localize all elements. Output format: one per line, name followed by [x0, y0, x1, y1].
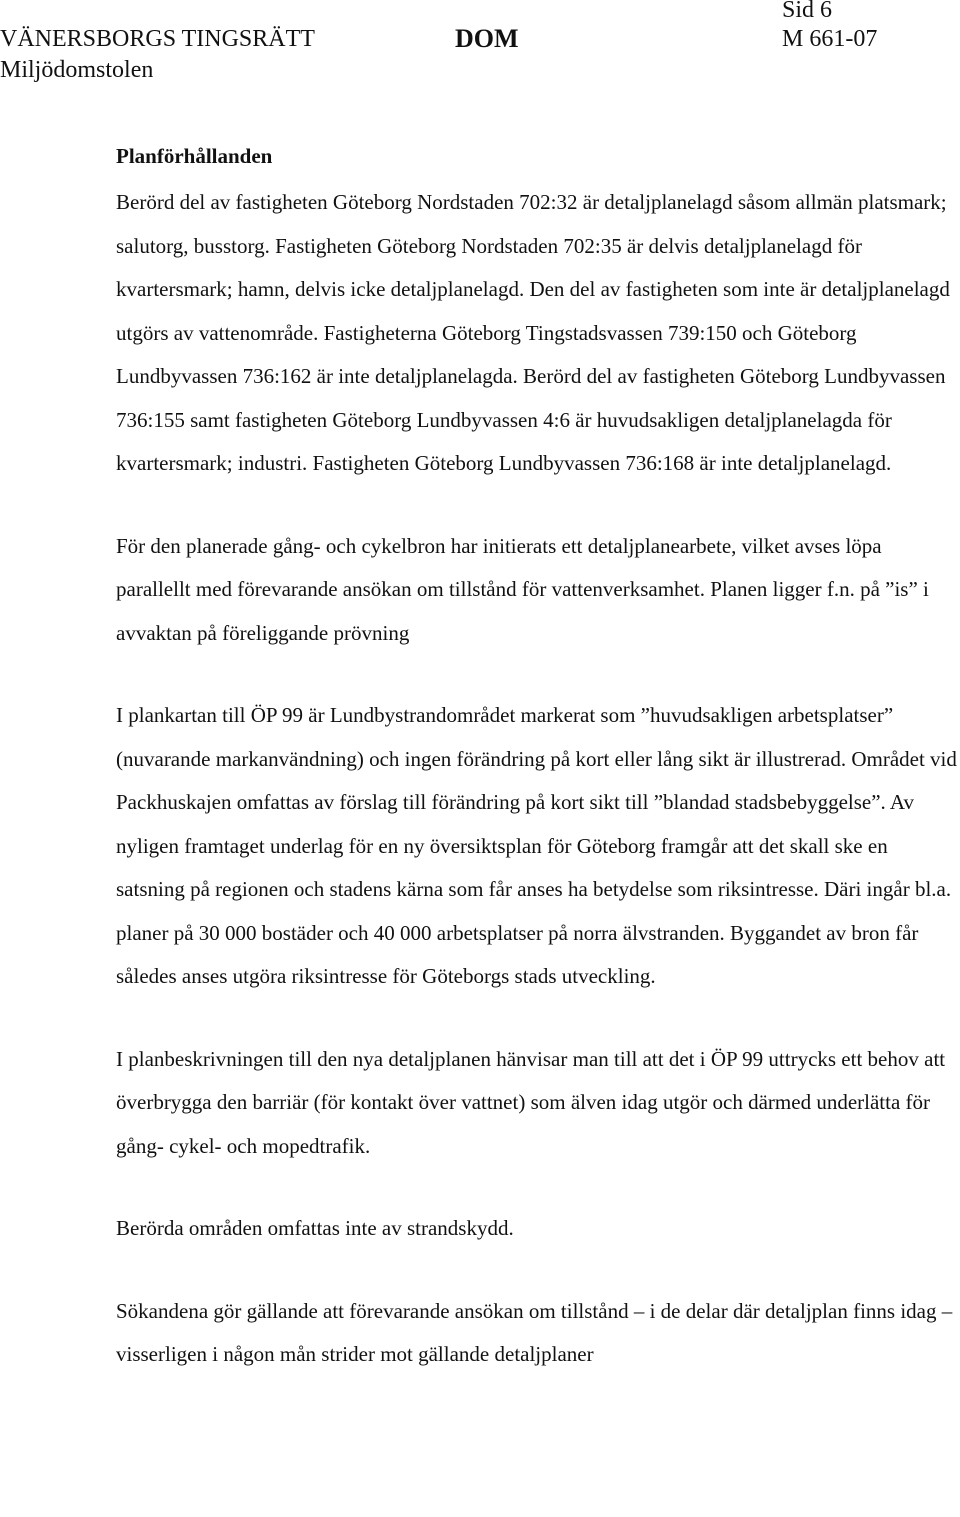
paragraph-plan-description: I planbeskrivningen till den nya detaljplanen hänvisar man till att det i ÖP 99 uttrycks ett behov att överbrygga den barriär (för kontakt över vattnet) som älven idag utgör och därmed underlätta för gång- cykel- och mopedtrafik.	[116, 1046, 946, 1158]
section-heading: Planförhållanden	[116, 144, 273, 168]
court-name: VÄNERSBORGS TINGSRÄTT	[0, 26, 315, 52]
court-division: Miljödomstolen	[0, 57, 154, 83]
paragraph-plan-status: Berörd del av fastigheten Göteborg Nordstaden 702:32 är detaljplanelagd såsom allmän platsmark; salutorg, busstorg. Fastigheten Göteborg Nordstaden 702:35 är delvis detaljplanelagd för kvartersmark; hamn, delvis icke detaljplanelagd. Den del av fastigheten som inte är detaljplanelagd utgörs av vattenområde. Fastigheterna Göteborg Tingstadsvassen 739:150 och Göteborg Lundbyvassen 736:162 är inte detaljplanelagda. Berörd del av fastigheten Göteborg Lundbyvassen 736:155 samt fastigheten Göteborg Lundbyvassen 4:6 är huvudsakligen detaljplanelagda för kvartersmark; industri. Fastigheten Göteborg Lundbyvassen 736:168 är inte detaljplanelagd.	[116, 190, 950, 475]
document-body	[116, 141, 958, 1416]
paragraph-shore-protection: Berörda områden omfattas inte av strandskydd.	[116, 1216, 514, 1240]
document-type: DOM	[455, 24, 519, 53]
paragraph-bridge-plan: För den planerade gång- och cykelbron har initierats ett detaljplanearbete, vilket avses löpa parallellt med förevarande ansökan om tillstånd för vattenverksamhet. Planen ligger f.n. på ”is” i avvaktan på föreliggande prövning	[116, 533, 929, 645]
page-number: Sid 6	[782, 0, 833, 23]
paragraph-applicants-claim: Sökandena gör gällande att förevarande ansökan om tillstånd – i de delar där detaljplan finns idag – visserligen i någon mån strider mot gällande detaljplaner	[116, 1298, 953, 1366]
paragraph-op99: I plankartan till ÖP 99 är Lundbystrandområdet markerat som ”huvudsakligen arbetsplatser” (nuvarande markanvändning) och ingen förändring på kort eller lång sikt är illustrerad. Området vid Packhuskajen omfattas av förslag till förändring på kort sikt till ”blandad stadsbebyggelse”. Av nyligen framtaget underlag för en ny översiktsplan för Göteborg framgår att det skall ske en satsning på regionen och stadens kärna som får anses ha betydelse som riksintresse. Däri ingår bl.a. planer på 30 000 bostäder och 40 000 arbetsplatser på norra älvstranden. Byggandet av bron får således anses utgöra riksintresse för Göteborgs stads utveckling.	[116, 703, 957, 988]
case-number: M 661-07	[782, 26, 878, 52]
